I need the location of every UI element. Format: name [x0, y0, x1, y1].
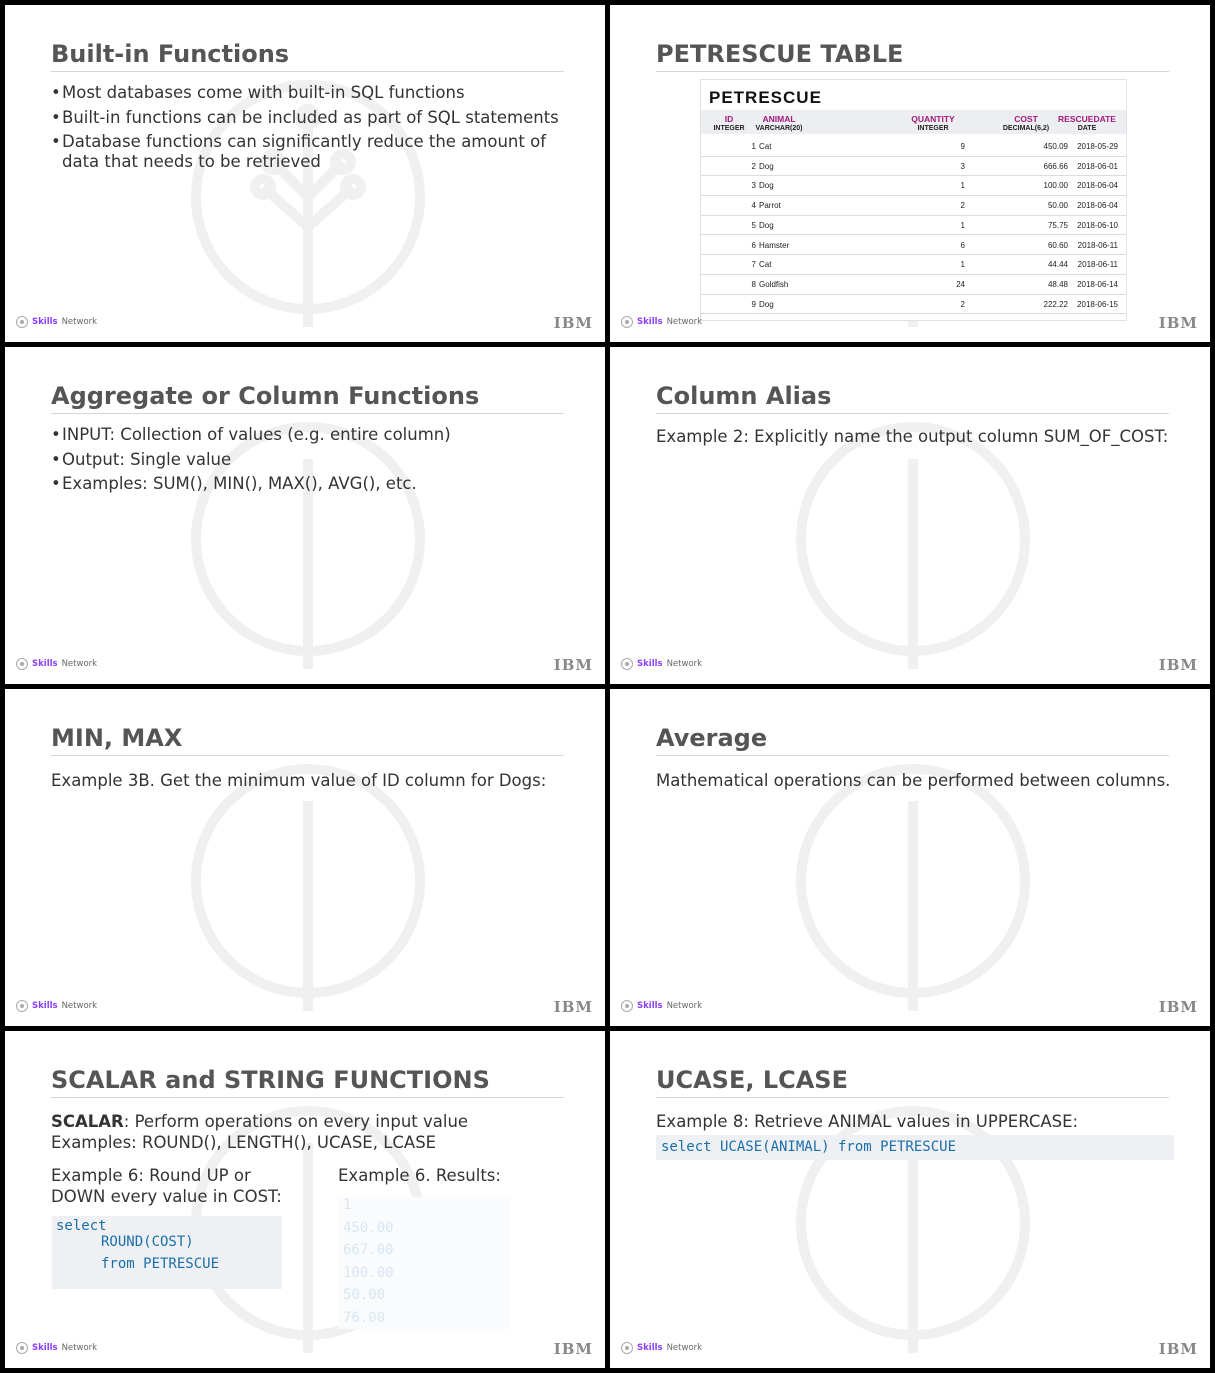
- cell-animal: Dog: [759, 299, 774, 309]
- example6-line2: DOWN every value in COST:: [51, 1187, 282, 1206]
- skills-network-logo: Skills Network: [621, 658, 702, 670]
- cell-quantity: 2: [960, 201, 965, 211]
- cell-id: 9: [751, 299, 756, 309]
- result-value: 450.00: [343, 1219, 394, 1236]
- ibm-logo: IBM: [1158, 998, 1198, 1016]
- bullet-item: • Examples: SUM(), MIN(), MAX(), AVG(), etc.: [51, 474, 571, 494]
- table-header: [701, 110, 1126, 134]
- skills-network-logo: Skills Network: [16, 316, 97, 328]
- table-row: [701, 156, 1126, 177]
- cell-id: 3: [751, 181, 756, 191]
- table-row: [701, 294, 1126, 315]
- slide-text: Example 2: Explicitly name the output column SUM_OF_COST:: [656, 427, 1169, 446]
- bullet-item: • Most databases come with built-in SQL functions: [51, 83, 571, 103]
- slide-title: MIN, MAX: [51, 723, 564, 756]
- skills-network-icon: [621, 1342, 633, 1354]
- cell-rescuedate: 2018-06-01: [1077, 161, 1118, 171]
- table-row: [701, 215, 1126, 236]
- ibm-logo: IBM: [553, 998, 593, 1016]
- cell-animal: Hamster: [759, 240, 790, 250]
- slide-title: UCASE, LCASE: [656, 1065, 1169, 1098]
- skills-network-watermark-icon: [188, 761, 428, 1021]
- slide-aggregate-functions: [5, 347, 605, 684]
- ibm-logo: IBM: [1158, 1340, 1198, 1358]
- cell-id: 7: [751, 260, 756, 270]
- slide-text: Example 8: Retrieve ANIMAL values in UPPERCASE:: [656, 1112, 1079, 1131]
- scalar-label: SCALAR: [51, 1112, 124, 1131]
- code-line: select: [56, 1218, 107, 1234]
- cell-id: 2: [751, 161, 756, 171]
- cell-cost: 450.09: [1043, 142, 1068, 151]
- result-value: 50.00: [343, 1287, 386, 1303]
- cell-id: 5: [751, 220, 756, 230]
- skills-network-icon: [621, 658, 633, 670]
- results-label: Example 6. Results:: [338, 1166, 501, 1185]
- slide-average: [610, 689, 1210, 1026]
- table-row: [701, 235, 1126, 256]
- column-header-rescuedate: RESCUEDATE DATE: [1058, 114, 1116, 132]
- slide-petrescue-table: [610, 5, 1210, 342]
- cell-cost: 75.75: [1047, 220, 1068, 230]
- cell-animal: Cat: [759, 142, 772, 151]
- result-value: 1: [343, 1197, 352, 1213]
- cell-rescuedate: 2018-06-04: [1077, 201, 1118, 211]
- skills-network-icon: [621, 316, 633, 328]
- slide-title: Column Alias: [656, 381, 1169, 414]
- slide-title: SCALAR and STRING FUNCTIONS: [51, 1065, 564, 1098]
- table-row: [701, 175, 1126, 196]
- code-line: select UCASE(ANIMAL) from PETRESCUE: [661, 1139, 957, 1155]
- table-row: [701, 274, 1126, 295]
- code-line: from PETRESCUE: [101, 1256, 220, 1272]
- ibm-logo: IBM: [1158, 656, 1198, 674]
- ibm-logo: IBM: [553, 314, 593, 332]
- skills-network-watermark-icon: [793, 761, 1033, 1021]
- cell-quantity: 1: [960, 260, 965, 270]
- ibm-logo: IBM: [553, 1340, 593, 1358]
- scalar-text: : Perform operations on every input value: [123, 1112, 469, 1131]
- cell-rescuedate: 2018-06-04: [1077, 181, 1118, 191]
- cell-id: 6: [751, 240, 756, 250]
- result-value: 100.00: [343, 1264, 394, 1281]
- code-block: [656, 1135, 1174, 1160]
- bullet-item: • Output: Single value: [51, 450, 571, 470]
- skills-network-icon: [16, 658, 28, 670]
- slide-title: Built-in Functions: [51, 39, 564, 72]
- cell-quantity: 2: [960, 299, 965, 309]
- slide-title: PETRESCUE TABLE: [656, 39, 1169, 72]
- scalar-definition: [51, 1111, 468, 1132]
- skills-network-logo: Skills Network: [16, 658, 97, 670]
- skills-network-logo: Skills Network: [16, 1342, 97, 1354]
- column-header-quantity: QUANTITY INTEGER: [911, 114, 955, 132]
- cell-rescuedate: 2018-06-10: [1077, 220, 1118, 230]
- column-header-animal: ANIMAL VARCHAR(20): [755, 114, 803, 132]
- ibm-logo: IBM: [1158, 314, 1198, 332]
- cell-cost: 50.00: [1047, 201, 1068, 211]
- cell-rescuedate: 2018-06-11: [1077, 260, 1118, 270]
- slide-title: Aggregate or Column Functions: [51, 381, 564, 414]
- scalar-examples: Examples: ROUND(), LENGTH(), UCASE, LCASE: [51, 1133, 437, 1152]
- code-line: ROUND(COST): [101, 1234, 194, 1250]
- result-value: 667.00: [343, 1242, 394, 1258]
- cell-rescuedate: 2018-05-29: [1077, 142, 1118, 151]
- cell-cost: 222.22: [1043, 299, 1068, 309]
- skills-network-logo: Skills Network: [16, 1000, 97, 1012]
- bullet-list: [51, 425, 571, 499]
- cell-rescuedate: 2018-06-14: [1077, 279, 1118, 289]
- cell-animal: Dog: [759, 220, 774, 230]
- column-header-id: ID INTEGER: [713, 114, 745, 132]
- cell-animal: Dog: [759, 181, 774, 191]
- slide-text: Mathematical operations can be performed between columns.: [656, 771, 1171, 790]
- cell-cost: 100.00: [1043, 181, 1068, 191]
- slide-column-alias: [610, 347, 1210, 684]
- cell-id: 8: [751, 279, 756, 289]
- results-block: [338, 1197, 510, 1329]
- skills-network-logo: Skills Network: [621, 1342, 702, 1354]
- slide-ucase-lcase: [610, 1031, 1210, 1368]
- skills-network-icon: [16, 316, 28, 328]
- cell-animal: Cat: [759, 260, 772, 270]
- cell-animal: Dog: [759, 161, 774, 171]
- cell-quantity: 1: [960, 181, 965, 191]
- skills-network-watermark-icon: [793, 419, 1033, 679]
- skills-network-logo: Skills Network: [621, 316, 702, 328]
- cell-id: 4: [751, 201, 756, 211]
- cell-animal: Goldfish: [759, 279, 789, 289]
- skills-network-icon: [16, 1000, 28, 1012]
- table-row: [701, 195, 1126, 216]
- cell-cost: 60.60: [1047, 240, 1068, 250]
- cell-quantity: 1: [960, 220, 965, 230]
- slide-text: Example 3B. Get the minimum value of ID column for Dogs:: [51, 771, 547, 790]
- cell-animal: Parrot: [759, 201, 781, 211]
- cell-id: 1: [751, 142, 756, 151]
- petrescue-table: [700, 79, 1127, 321]
- cell-cost: 48.48: [1047, 279, 1068, 289]
- result-value: 76.00: [343, 1309, 386, 1326]
- cell-rescuedate: 2018-06-11: [1077, 240, 1118, 250]
- cell-cost: 666.66: [1043, 161, 1068, 171]
- bullet-list: [51, 83, 571, 176]
- slide-min-max: [5, 689, 605, 1026]
- table-row: [701, 136, 1126, 157]
- cell-quantity: 3: [960, 161, 965, 171]
- bullet-item: • INPUT: Collection of values (e.g. entire column): [51, 425, 571, 445]
- slide-title: Average: [656, 723, 1169, 756]
- skills-network-icon: [621, 1000, 633, 1012]
- table-name: PETRESCUE: [709, 88, 822, 107]
- column-header-cost: COST DECIMAL(6,2): [1002, 114, 1050, 132]
- bullet-item: • Database functions can significantly reduce the amount of data that needs to be retrieved: [51, 132, 571, 171]
- cell-quantity: 9: [960, 142, 965, 151]
- skills-network-icon: [16, 1342, 28, 1354]
- slide-built-in-functions: [5, 5, 605, 342]
- skills-network-logo: Skills Network: [621, 1000, 702, 1012]
- example6-line1: Example 6: Round UP or: [51, 1166, 251, 1185]
- code-block: [52, 1216, 282, 1289]
- table-row: [701, 254, 1126, 275]
- cell-cost: 44.44: [1047, 260, 1068, 270]
- bullet-item: • Built-in functions can be included as part of SQL statements: [51, 108, 571, 128]
- ibm-logo: IBM: [553, 656, 593, 674]
- cell-quantity: 6: [960, 240, 965, 250]
- cell-quantity: 24: [956, 279, 965, 289]
- slide-scalar-string-functions: [5, 1031, 605, 1368]
- cell-rescuedate: 2018-06-15: [1077, 299, 1118, 309]
